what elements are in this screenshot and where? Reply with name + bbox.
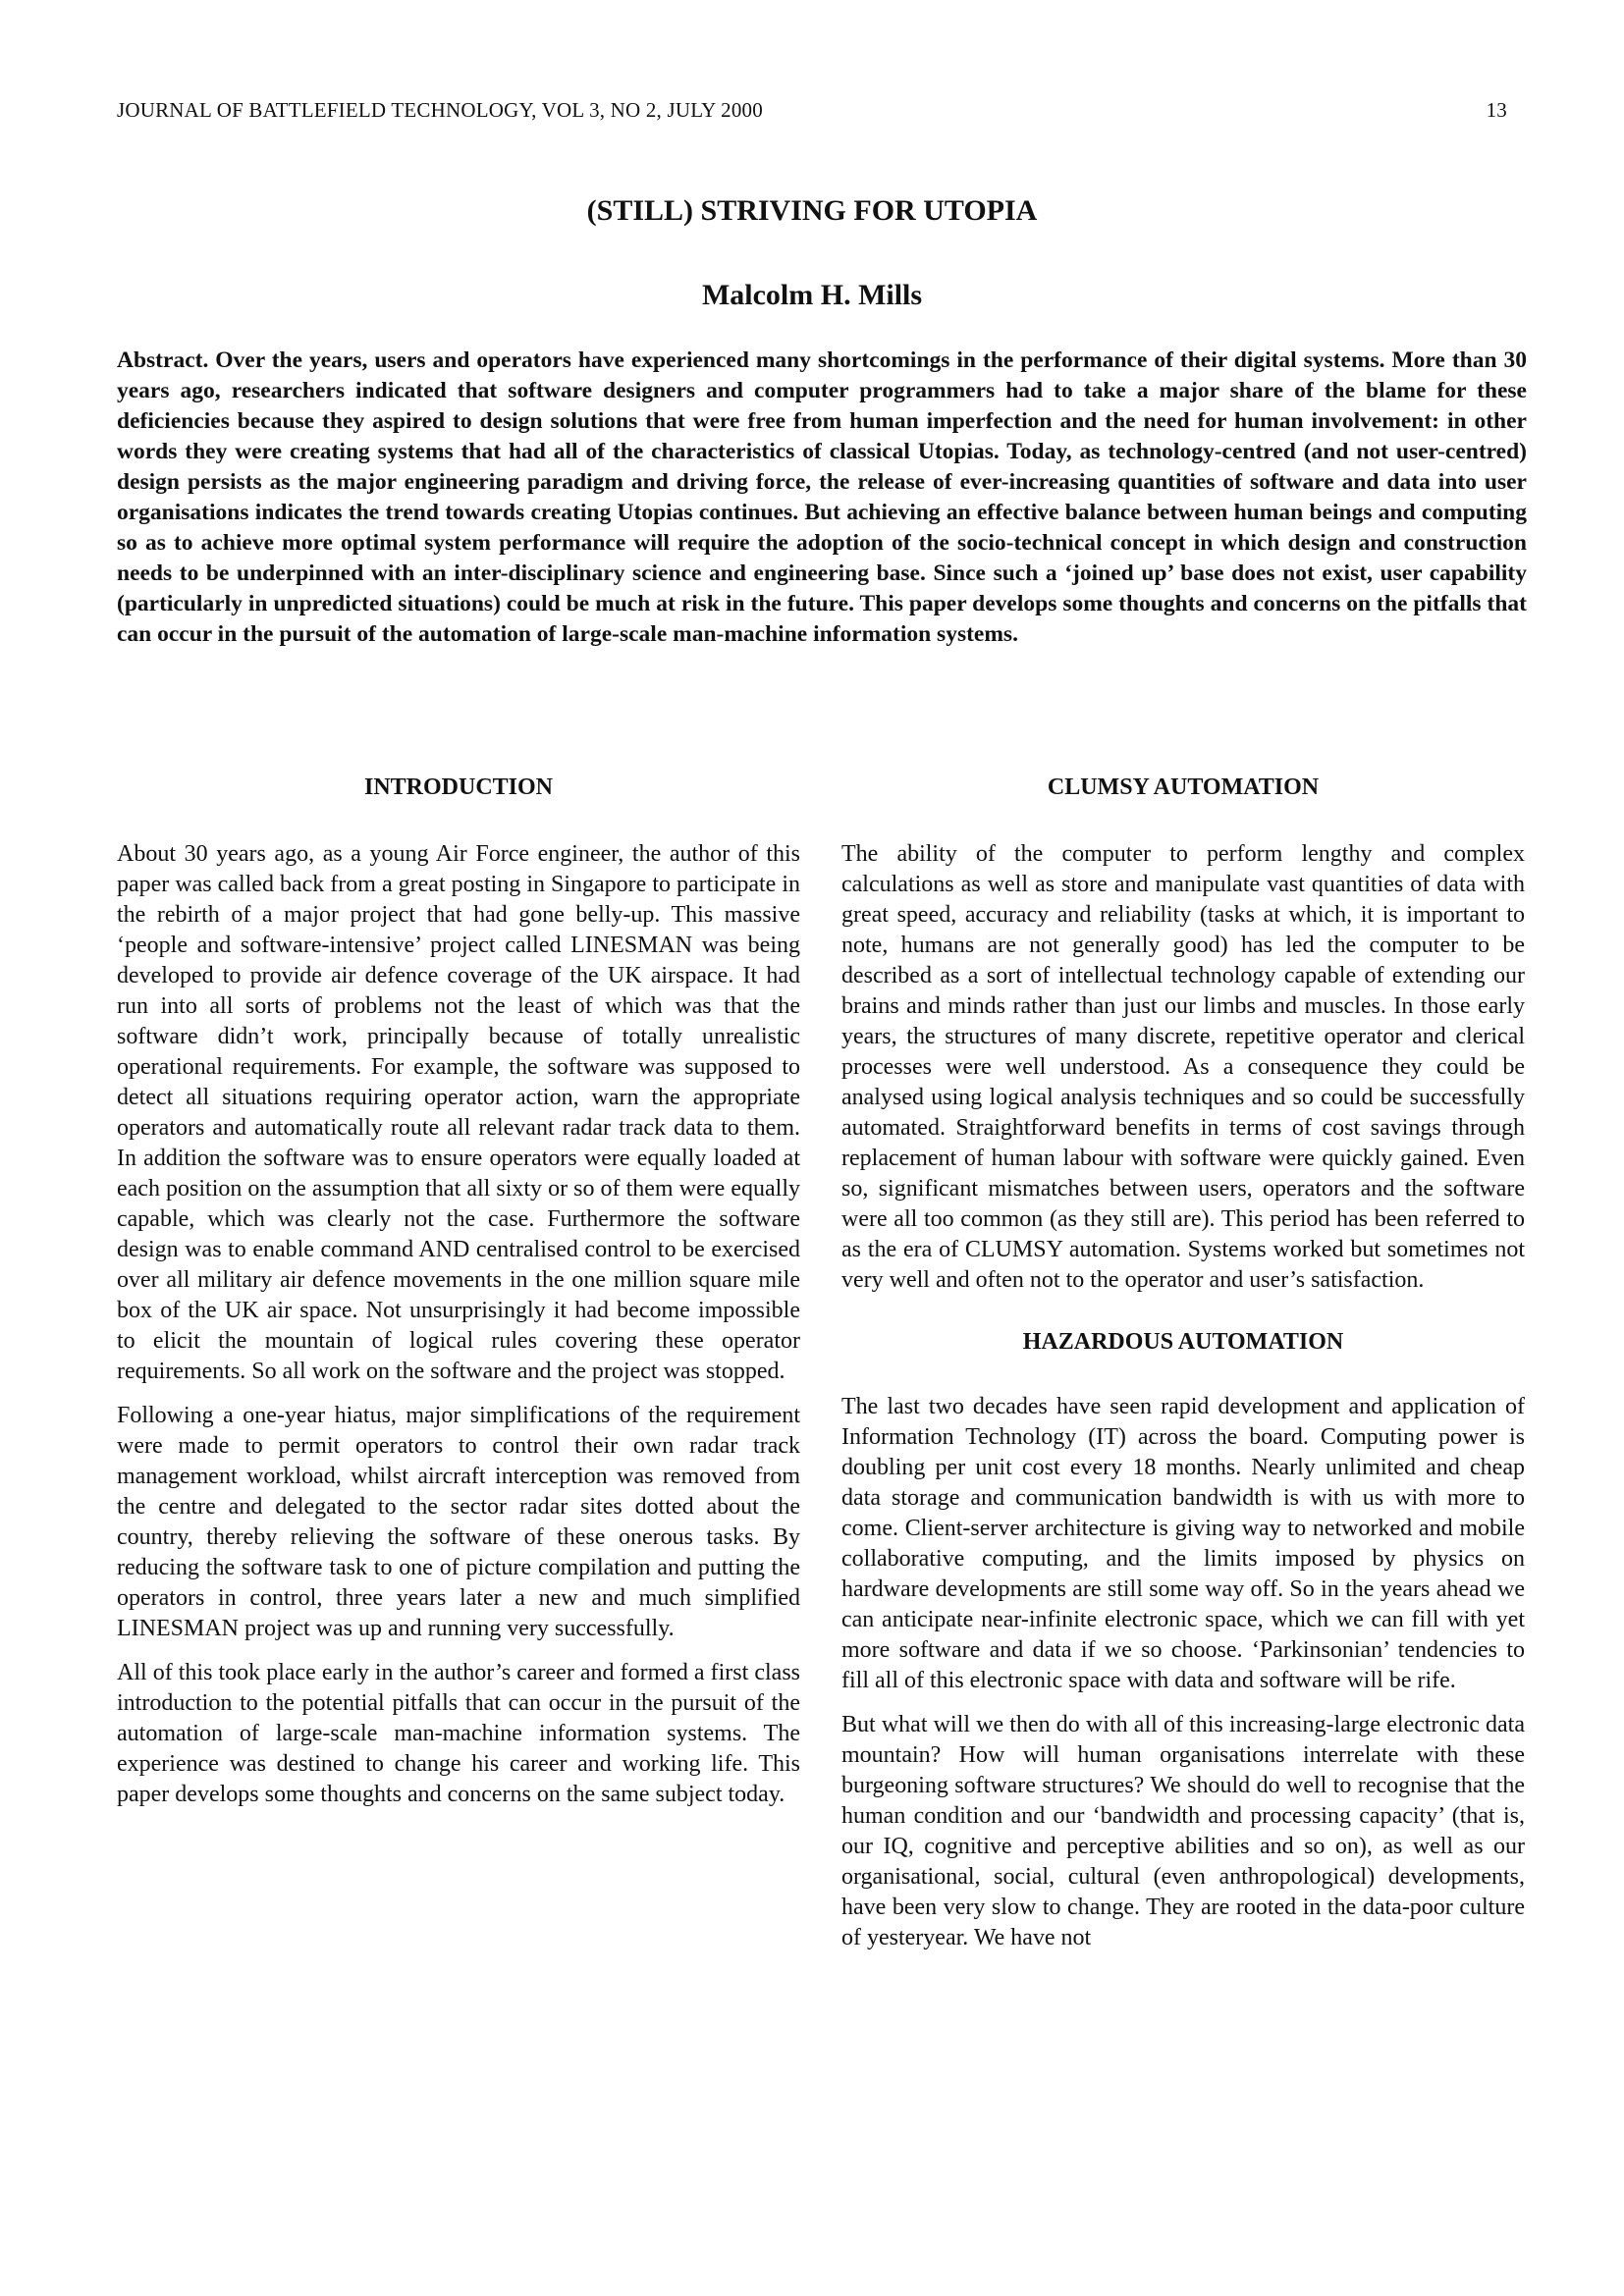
- right-column: [841, 771, 1525, 1967]
- body-paragraph: About 30 years ago, as a young Air Force engineer, the author of this paper was called back from a great posting in Singapore to participate in the rebirth of a major project that had gone belly-up. This massive ‘people and software-intensive’ project called LINESMAN was being developed to provide air defence coverage of the UK airspace. It had run into all sorts of problems not the least of which was that the software didn’t work, principally because of totally unrealistic operational requirements. For example, the software was supposed to detect all situations requiring operator action, warn the appropriate operators and automatically route all relevant radar track data to them. In addition the software was to ensure operators were equally loaded at each position on the assumption that all sixty or so of them were equally capable, which was clearly not the case. Furthermore the software design was to enable command AND centralised control to be exercised over all military air defence movements in the one million square mile box of the UK air space. Not unsurprisingly it had become impossible to elicit the mountain of logical rules covering these operator requirements. So all work on the software and the project was stopped.: [117, 841, 800, 1384]
- body-paragraph: But what will we then do with all of this increasing-large electronic data mountain? How will human organisations interrelate with these burgeoning software structures? We should do well to recognise that the human condition and our ‘bandwidth and processing capacity’ (that is, our IQ, cognitive and perceptive abilities and so on), as well as our organisational, social, cultural (even anthropological) developments, have been very slow to change. They are rooted in the data-poor culture of yesteryear. We have not: [841, 1712, 1525, 1950]
- section-heading-hazardous-automation: HAZARDOUS AUTOMATION: [1022, 1329, 1344, 1355]
- section-heading-clumsy-automation: CLUMSY AUTOMATION: [1047, 774, 1320, 800]
- left-column: [117, 771, 800, 1824]
- section-heading-introduction: INTRODUCTION: [363, 774, 554, 800]
- body-paragraph: All of this took place early in the author’s career and formed a first class introduction to the potential pitfalls that can occur in the pursuit of the automation of large-scale man-machine information systems. The experience was destined to change his career and working life. This paper develops some thoughts and concerns on the same subject today.: [117, 1660, 800, 1807]
- body-paragraph: Following a one-year hiatus, major simplifications of the requirement were made to permit operators to control their own radar track management workload, whilst aircraft interception was removed from the centre and delegated to the sector radar sites dotted about the country, thereby relieving the software of these onerous tasks. By reducing the software task to one of picture compilation and putting the operators in control, three years later a new and much simplified LINESMAN project was up and running very successfully.: [117, 1403, 800, 1641]
- body-paragraph: The last two decades have seen rapid development and application of Information Technology (IT) across the board. Computing power is doubling per unit cost every 18 months. Nearly unlimited and cheap data storage and communication bandwidth is with us with more to come. Client-server architecture is giving way to networked and mobile collaborative computing, and the limits imposed by physics on hardware developments are still some way off. So in the years ahead we can anticipate near-infinite electronic space, which we can fill with yet more software and data if we so choose. ‘Parkinsonian’ tendencies to fill all of this electronic space with data and software will be rife.: [841, 1394, 1525, 1693]
- journal-citation: JOURNAL OF BATTLEFIELD TECHNOLOGY, VOL 3, NO 2, JULY 2000: [117, 98, 763, 122]
- body-paragraph: The ability of the computer to perform lengthy and complex calculations as well as store and manipulate vast quantities of data with great speed, accuracy and reliability (tasks at which, it is important to note, humans are not generally good) has led the computer to be described as a sort of intellectual technology capable of extending our brains and minds rather than just our limbs and muscles. In those early years, the structures of many discrete, repetitive operator and clerical processes were well understood. As a consequence they could be analysed using logical analysis techniques and so could be successfully automated. Straightforward benefits in terms of cost savings through replacement of human labour with software were quickly gained. Even so, significant mismatches between users, operators and the software were all too common (as they still are). This period has been referred to as the era of CLUMSY automation. Systems worked but sometimes not very well and often not to the operator and user’s satisfaction.: [841, 841, 1525, 1293]
- abstract: Abstract. Over the years, users and operators have experienced many shortcomings in the performance of their digital systems. More than 30 years ago, researchers indicated that software designers and computer programmers had to take a major share of the blame for these deficiencies because they aspired to design solutions that were free from human imperfection and the need for human involvement: in other words they were creating systems that had all of the characteristics of classical Utopias. Today, as technology-centred (and not user-centred) design persists as the major engineering paradigm and driving force, the release of ever-increasing quantities of software and data into user organisations indicates the trend towards creating Utopias continues. But achieving an effective balance between human beings and computing so as to achieve more optimal system performance will require the adoption of the socio-technical concept in which design and construction needs to be underpinned with an inter-disciplinary science and engineering base. Since such a ‘joined up’ base does not exist, user capability (particularly in unpredicted situations) could be much at risk in the future. This paper develops some thoughts and concerns on the pitfalls that can occur in the pursuit of the automation of large-scale man-machine information systems.: [117, 347, 1527, 647]
- page-number: 13: [1486, 98, 1507, 122]
- author-name: Malcolm H. Mills: [701, 279, 923, 311]
- paper-title: (STILL) STRIVING FOR UTOPIA: [586, 194, 1038, 227]
